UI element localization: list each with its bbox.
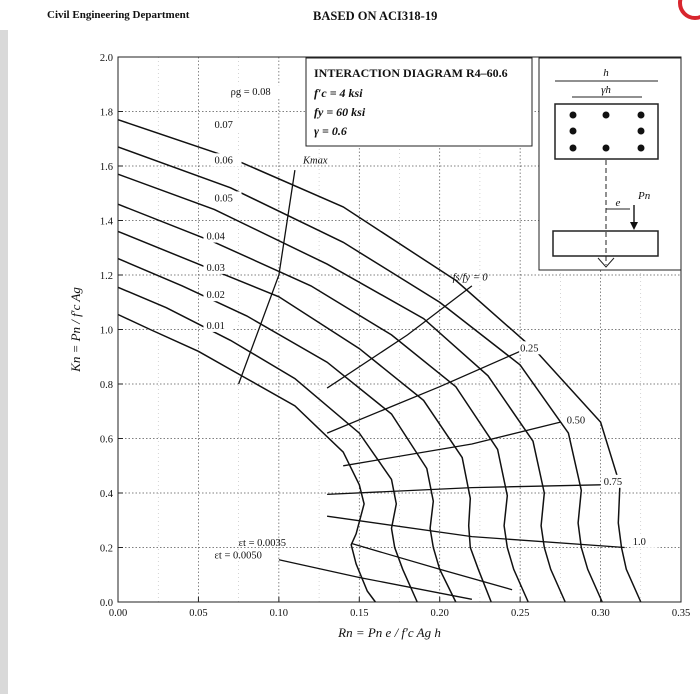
y-tick-label-2: 0.4 [99, 489, 113, 500]
chart-param-1: fy = 60 ksi [314, 105, 366, 119]
guide-line-0 [239, 170, 295, 384]
strain-line-2 [343, 422, 560, 466]
y-tick-label-0: 0.0 [99, 598, 113, 609]
y-tick-label-10: 2.0 [99, 53, 113, 64]
x-tick-label-4: 0.20 [430, 608, 449, 619]
guide-lines [239, 170, 512, 599]
y-axis-label: Kn = Pn / f′c Ag [68, 287, 83, 372]
title-box [306, 58, 532, 146]
rebar-2 [638, 112, 645, 119]
x-tick-label-0: 0.00 [108, 608, 128, 619]
strain-label-2: 0.50 [566, 415, 586, 427]
x-tick-label-3: 0.15 [350, 608, 369, 619]
curve-rho-6 [118, 147, 602, 602]
chart-param-0: f′c = 4 ksi [314, 86, 363, 100]
rebar-1 [603, 112, 610, 119]
strain-label-4: 1.0 [632, 536, 646, 548]
curve-rho-3 [118, 231, 491, 602]
curve-label-4: 0.05 [214, 193, 233, 205]
x-tick-label-6: 0.30 [591, 608, 610, 619]
department-header: Civil Engineering Department [47, 9, 190, 21]
code-basis-header: BASED ON ACI318-19 [313, 9, 438, 23]
y-tick-label-7: 1.4 [99, 216, 113, 228]
guide-line-2 [279, 560, 472, 600]
column-section-inset [539, 58, 681, 270]
inset-e-label: e [615, 197, 621, 209]
rebar-0 [570, 112, 577, 119]
eps-0035-label: εt = 0.0035 [238, 538, 287, 550]
strain-label-0: fs/fy = 0 [452, 272, 488, 284]
y-tick-label-6: 1.2 [99, 271, 113, 282]
rebar-4 [638, 128, 645, 135]
curve-label-3: 0.04 [206, 231, 225, 243]
y-tick-label-1: 0.2 [99, 543, 113, 555]
strain-label-3: 0.75 [603, 476, 623, 488]
y-tick-label-9: 1.8 [99, 107, 113, 119]
inset-pn-label: Pn [638, 190, 651, 202]
curve-label-5: 0.06 [214, 155, 233, 167]
x-tick-label-1: 0.05 [189, 608, 208, 619]
rebar-5 [570, 145, 577, 152]
x-tick-label-2: 0.10 [269, 608, 289, 619]
rebar-7 [638, 145, 645, 152]
kmax-label: Kmax [302, 155, 328, 167]
chart-param-2: γ = 0.6 [314, 124, 347, 138]
x-tick-label-7: 0.35 [671, 608, 691, 619]
strain-label-1: 0.25 [520, 343, 539, 355]
y-tick-label-3: 0.6 [99, 434, 113, 446]
rebar-6 [603, 145, 610, 152]
rebar-3 [570, 128, 577, 135]
curve-label-0: 0.01 [206, 320, 225, 332]
curve-rho-2 [118, 259, 456, 602]
y-tick-label-8: 1.6 [99, 162, 113, 173]
eps-0050-label: εt = 0.0050 [214, 550, 262, 562]
curve-label-1: 0.02 [206, 290, 225, 302]
y-tick-label-5: 1.0 [99, 325, 113, 337]
curve-label-7: ρg = 0.08 [230, 87, 271, 99]
x-axis-label: Rn = Pn e / f′c Ag h [338, 625, 441, 640]
y-tick-label-4: 0.8 [99, 380, 113, 391]
curve-label-6: 0.07 [214, 119, 233, 131]
x-tick-label-5: 0.25 [510, 608, 530, 619]
chart-title: INTERACTION DIAGRAM R4–60.6 [314, 66, 508, 80]
inset-gh-label: γh [601, 84, 611, 96]
curve-label-2: 0.03 [206, 262, 225, 274]
guide-line-1 [351, 543, 512, 589]
inset-h-label: h [603, 67, 609, 79]
strain-line-1 [327, 351, 520, 433]
